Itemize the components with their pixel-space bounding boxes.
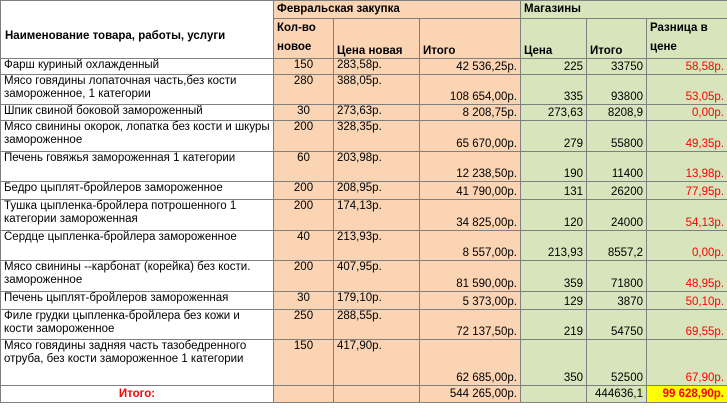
cell-total: 65 670,00р.	[420, 121, 521, 152]
cell-total: 41 790,00р.	[420, 182, 521, 200]
cell-name: Сердце цыпленка-бройлера замороженное	[1, 231, 274, 261]
cell-store-price: 273,63	[521, 105, 587, 121]
cell-diff: 0,00р.	[647, 105, 727, 121]
col-header-price-new: Цена новая	[334, 19, 420, 59]
cell-store-total: 8208,9	[587, 105, 647, 121]
cell-diff: 67,90р.	[647, 340, 727, 386]
cell-qty: 200	[274, 261, 334, 292]
cell-store-total: 8557,2	[587, 231, 647, 261]
cell-total: 8 557,00р.	[420, 231, 521, 261]
cell-diff: 54,13р.	[647, 200, 727, 231]
group-header-row	[1, 1, 727, 19]
cell-store-total: 24000	[587, 200, 647, 231]
cell-store-price: 120	[521, 200, 587, 231]
cell-name: Фарш куриный охлажденный	[1, 59, 274, 75]
cell-qty: 30	[274, 105, 334, 121]
cell-diff: 49,35р.	[647, 121, 727, 152]
table-row	[1, 75, 727, 105]
cell-store-price: 279	[521, 121, 587, 152]
cell-store-total: 26200	[587, 182, 647, 200]
cell-store-price: 219	[521, 310, 587, 340]
cell-qty: 250	[274, 310, 334, 340]
cell-diff: 0,00р.	[647, 231, 727, 261]
cell-qty: 30	[274, 292, 334, 310]
cell-price-new: 174,13р.	[334, 200, 420, 231]
cell-diff: 53,05р.	[647, 75, 727, 105]
cell-name: Филе грудки цыпленка-бройлера без кожи и кости замороженное	[1, 310, 274, 340]
cell-price-new: 179,10р.	[334, 292, 420, 310]
table-row	[1, 105, 727, 121]
cell-store-total: 71800	[587, 261, 647, 292]
cell-name: Мясо свинины окорок, лопатка без кости и шкуры замороженное	[1, 121, 274, 152]
col-header-store-price: Цена	[521, 19, 587, 59]
cell-price-new: 328,35р.	[334, 121, 420, 152]
cell-price-new: 417,90р.	[334, 340, 420, 386]
cell-name: Мясо говядины задняя часть тазобедренного отруба, без кости замороженное 1 категории	[1, 340, 274, 386]
cell-total: 5 373,00р.	[420, 292, 521, 310]
cell-diff: 13,98р.	[647, 152, 727, 182]
cell-store-price: 213,93	[521, 231, 587, 261]
col-header-diff: Разница в цене	[647, 19, 727, 59]
totals-total: 544 265,00р.	[420, 386, 521, 403]
totals-diff: 99 628,90р.	[647, 386, 727, 403]
cell-name: Печень говяжья замороженная 1 категории	[1, 152, 274, 182]
cell-qty: 40	[274, 231, 334, 261]
col-header-qty: Кол-во новое	[274, 19, 334, 59]
cell-store-total: 93800	[587, 75, 647, 105]
cell-store-price: 350	[521, 340, 587, 386]
cell-total: 34 825,00р.	[420, 200, 521, 231]
cell-qty: 150	[274, 340, 334, 386]
table-row	[1, 292, 727, 310]
table-row	[1, 231, 727, 261]
cell-diff: 48,95р.	[647, 261, 727, 292]
cell-qty: 150	[274, 59, 334, 75]
cell-qty: 200	[274, 182, 334, 200]
cell-name: Бедро цыплят-бройлеров замороженное	[1, 182, 274, 200]
group-header-purchase: Февральская закупка	[274, 1, 521, 19]
cell-store-price: 131	[521, 182, 587, 200]
table-row	[1, 182, 727, 200]
cell-total: 42 536,25р.	[420, 59, 521, 75]
cell-price-new: 208,95р.	[334, 182, 420, 200]
totals-row	[1, 386, 727, 403]
cell-price-new: 407,95р.	[334, 261, 420, 292]
cell-price-new: 388,05р.	[334, 75, 420, 105]
totals-label: Итого:	[1, 386, 274, 403]
cell-qty: 200	[274, 200, 334, 231]
cell-total: 108 654,00р.	[420, 75, 521, 105]
cell-diff: 69,55р.	[647, 310, 727, 340]
cell-price-new: 273,63р.	[334, 105, 420, 121]
cell-store-price: 359	[521, 261, 587, 292]
cell-qty: 60	[274, 152, 334, 182]
cell-price-new: 213,93р.	[334, 231, 420, 261]
col-header-total: Итого	[420, 19, 521, 59]
table-row	[1, 261, 727, 292]
cell-store-total: 3870	[587, 292, 647, 310]
cell-name: Мясо говядины лопаточная часть,без кости замороженное, 1 категории	[1, 75, 274, 105]
cell-name: Мясо свинины --карбонат (корейка) без кости. замороженное	[1, 261, 274, 292]
cell-diff: 50,10р.	[647, 292, 727, 310]
cell-name: Печень цыплят-бройлеров замороженная	[1, 292, 274, 310]
cell-store-price: 190	[521, 152, 587, 182]
cell-total: 72 137,50р.	[420, 310, 521, 340]
cell-price-new: 283,58р.	[334, 59, 420, 75]
cell-name: Шпик свиной боковой замороженный	[1, 105, 274, 121]
cell-store-price: 225	[521, 59, 587, 75]
cell-store-total: 55800	[587, 121, 647, 152]
cell-diff: 77,95р.	[647, 182, 727, 200]
table-row	[1, 310, 727, 340]
table-row	[1, 340, 727, 386]
cell-qty: 200	[274, 121, 334, 152]
cell-store-price: 129	[521, 292, 587, 310]
cell-qty: 280	[274, 75, 334, 105]
cell-total: 81 590,00р.	[420, 261, 521, 292]
cell-store-total: 52500	[587, 340, 647, 386]
cell-price-new: 203,98р.	[334, 152, 420, 182]
table-row	[1, 152, 727, 182]
cell-total: 12 238,50р.	[420, 152, 521, 182]
table-row	[1, 59, 727, 75]
cell-price-new: 288,55р.	[334, 310, 420, 340]
cell-total: 8 208,75р.	[420, 105, 521, 121]
cell-name: Тушка цыпленка-бройлера потрошенного 1 категории замороженная	[1, 200, 274, 231]
col-header-store-total: Итого	[587, 19, 647, 59]
cell-store-total: 54750	[587, 310, 647, 340]
table-row	[1, 121, 727, 152]
col-header-name: Наименование товара, работы, услуги	[1, 1, 274, 59]
cell-store-total: 33750	[587, 59, 647, 75]
cell-diff: 58,58р.	[647, 59, 727, 75]
group-header-stores: Магазины	[521, 1, 727, 19]
cell-store-price: 335	[521, 75, 587, 105]
table-row	[1, 200, 727, 231]
cell-total: 62 685,00р.	[420, 340, 521, 386]
cell-store-total: 11400	[587, 152, 647, 182]
totals-store-total: 444636,1	[587, 386, 647, 403]
